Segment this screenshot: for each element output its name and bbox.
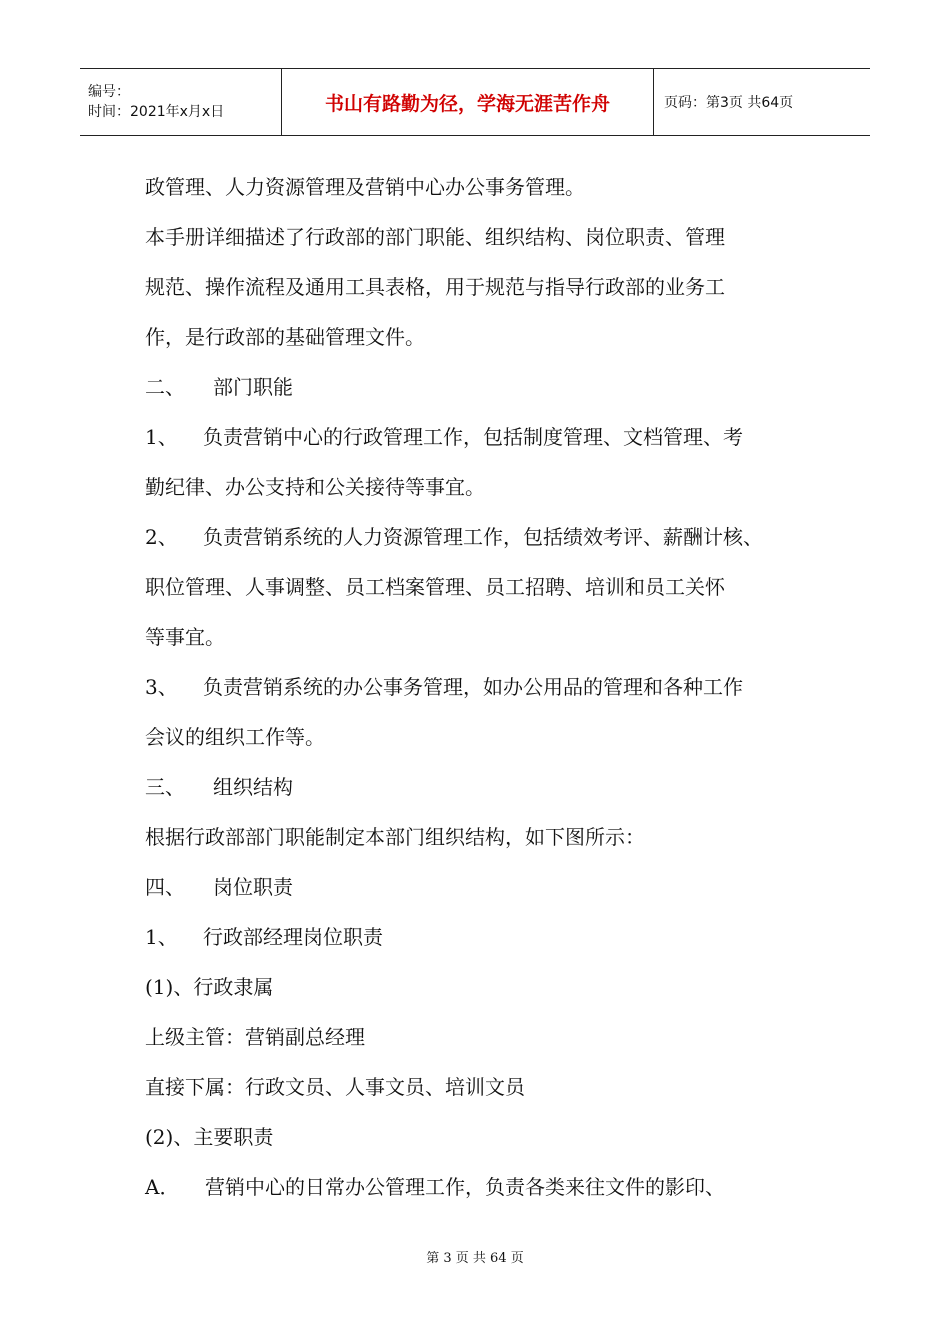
line-text: 部门职能 bbox=[213, 375, 293, 399]
list-item bbox=[145, 512, 835, 562]
paragraph-line bbox=[145, 562, 835, 612]
line-text: 营销中心的日常办公管理工作，负责各类来往文件的影印、 bbox=[205, 1175, 725, 1199]
footer-page-number: 第 3 页 共 64 页 bbox=[426, 1251, 524, 1266]
line-text: 本手册详细描述了行政部的部门职能、组织结构、岗位职责、管理 bbox=[145, 225, 725, 249]
motto-text: 书山有路勤为径，学海无涯苦作舟 bbox=[324, 92, 610, 115]
paragraph-line bbox=[145, 962, 835, 1012]
section-number: 三、 bbox=[145, 775, 185, 799]
paragraph-line bbox=[145, 462, 835, 512]
page-footer bbox=[0, 1247, 950, 1266]
header-motto bbox=[282, 69, 654, 135]
line-text: 组织结构 bbox=[213, 775, 293, 799]
header-meta bbox=[80, 69, 282, 135]
line-text: 岗位职责 bbox=[213, 875, 293, 899]
paragraph-line bbox=[145, 1012, 835, 1062]
list-item bbox=[145, 1162, 835, 1212]
line-text: 行政部经理岗位职责 bbox=[203, 925, 383, 949]
line-text: 负责营销中心的行政管理工作，包括制度管理、文档管理、考 bbox=[203, 425, 743, 449]
paragraph-line bbox=[145, 812, 835, 862]
line-text: 政管理、人力资源管理及营销中心办公事务管理。 bbox=[145, 175, 585, 199]
line-text: 负责营销系统的办公事务管理，如办公用品的管理和各种工作 bbox=[203, 675, 743, 699]
line-text: 会议的组织工作等。 bbox=[145, 725, 325, 749]
paragraph-line bbox=[145, 712, 835, 762]
line-text: (1)、行政隶属 bbox=[145, 975, 274, 999]
paragraph-line bbox=[145, 162, 835, 212]
time-label: 时间：2021年x月x日 bbox=[88, 104, 225, 120]
item-number: A． bbox=[145, 1175, 180, 1199]
paragraph-line bbox=[145, 612, 835, 662]
section-heading bbox=[145, 762, 835, 812]
line-text: 勤纪律、办公支持和公关接待等事宜。 bbox=[145, 475, 485, 499]
line-text: 规范、操作流程及通用工具表格，用于规范与指导行政部的业务工 bbox=[145, 275, 725, 299]
list-item bbox=[145, 662, 835, 712]
paragraph-line bbox=[145, 262, 835, 312]
page-header bbox=[80, 68, 870, 136]
section-number: 二、 bbox=[145, 375, 185, 399]
document-body bbox=[145, 162, 835, 1212]
section-heading bbox=[145, 362, 835, 412]
paragraph-line bbox=[145, 1112, 835, 1162]
item-number: 2、 bbox=[145, 525, 178, 549]
line-text: 等事宜。 bbox=[145, 625, 225, 649]
item-number: 3、 bbox=[145, 675, 178, 699]
section-heading bbox=[145, 862, 835, 912]
item-number: 1、 bbox=[145, 925, 178, 949]
line-text: 职位管理、人事调整、员工档案管理、员工招聘、培训和员工关怀 bbox=[145, 575, 725, 599]
line-text: 上级主管：营销副总经理 bbox=[145, 1025, 365, 1049]
line-text: 作，是行政部的基础管理文件。 bbox=[145, 325, 425, 349]
item-number: 1、 bbox=[145, 425, 178, 449]
number-label: 编号： bbox=[88, 84, 130, 100]
list-item bbox=[145, 412, 835, 462]
line-text: 负责营销系统的人力资源管理工作，包括绩效考评、薪酬计核、 bbox=[203, 525, 763, 549]
page-code-text: 页码：第3页 共64页 bbox=[664, 95, 794, 111]
header-page-code bbox=[654, 69, 870, 135]
line-text: (2)、主要职责 bbox=[145, 1125, 274, 1149]
paragraph-line bbox=[145, 1062, 835, 1112]
line-text: 根据行政部部门职能制定本部门组织结构，如下图所示： bbox=[145, 825, 645, 849]
list-item bbox=[145, 912, 835, 962]
section-number: 四、 bbox=[145, 875, 185, 899]
paragraph-line bbox=[145, 212, 835, 262]
paragraph-line bbox=[145, 312, 835, 362]
line-text: 直接下属：行政文员、人事文员、培训文员 bbox=[145, 1075, 525, 1099]
